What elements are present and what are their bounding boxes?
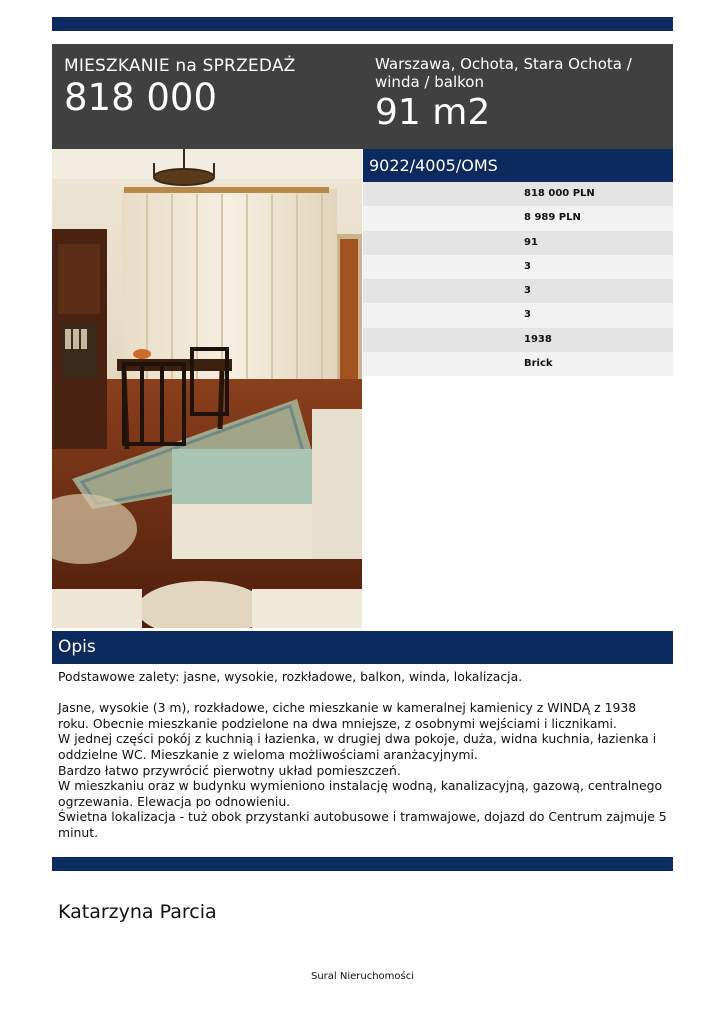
top-bar (52, 17, 673, 31)
apartment-photo (52, 149, 362, 628)
property-row-4: 3 (363, 279, 673, 303)
listing-location: Warszawa, Ochota, Stara Ochota / winda / balkon (375, 55, 632, 91)
bottom-bar (52, 857, 673, 871)
description-lead: Podstawowe zalety: jasne, wysokie, rozkładowe, balkon, winda, lokalizacja. (58, 669, 523, 684)
description-line: Świetna lokalizacja - tuż obok przystanki autobusowe i tramwajowe, dojazd do Centrum zajmuje 5 minut. (58, 809, 667, 840)
property-table (363, 182, 673, 376)
description-text (58, 669, 670, 841)
property-row-price: 818 000 PLN (363, 182, 673, 206)
footer-company: Sural Nieruchomości (310, 971, 415, 982)
description-line: W mieszkaniu oraz w budynku wymieniono instalację wodną, kanalizacyjną, gazową, centralnego ogrzewania. Elewacja po odnowieniu. (58, 778, 663, 809)
description-line: Jasne, wysokie (3 m), rozkładowe, ciche mieszkanie w kameralnej kamienicy z WINDĄ z 1938 roku. Obecnie mieszkanie podzielone na dwa mniejsze, z osobnymi wejściami i licznikami. (58, 700, 637, 731)
reference-number: 9022/4005/OMS (363, 149, 673, 182)
listing-type: MIESZKANIE na SPRZEDAŻ (64, 56, 296, 76)
description-heading: Opis (52, 631, 673, 664)
property-row-area: 91 (363, 231, 673, 255)
header-left (64, 56, 296, 118)
description-line: Bardzo łatwo przywrócić pierwotny układ pomieszczeń. (58, 762, 401, 778)
property-row-price-per-m2: 8 989 PLN (363, 206, 673, 230)
property-row-material: Brick (363, 352, 673, 376)
property-row-year: 1938 (363, 328, 673, 352)
agent-name: Katarzyna Parcia (58, 901, 217, 923)
header-right (375, 55, 665, 133)
listing-header (52, 44, 673, 149)
listing-price: 818 000 (64, 76, 218, 119)
property-row-5: 3 (363, 303, 673, 327)
property-row-3: 3 (363, 255, 673, 279)
listing-area: 91 m2 (375, 92, 491, 133)
description-line: W jednej części pokój z kuchnią i łazienka, w drugiej dwa pokoje, duża, widna kuchnia, łazienka i oddzielne WC. Mieszkanie z wieloma możliwościami aranżacyjnymi. (58, 731, 657, 762)
